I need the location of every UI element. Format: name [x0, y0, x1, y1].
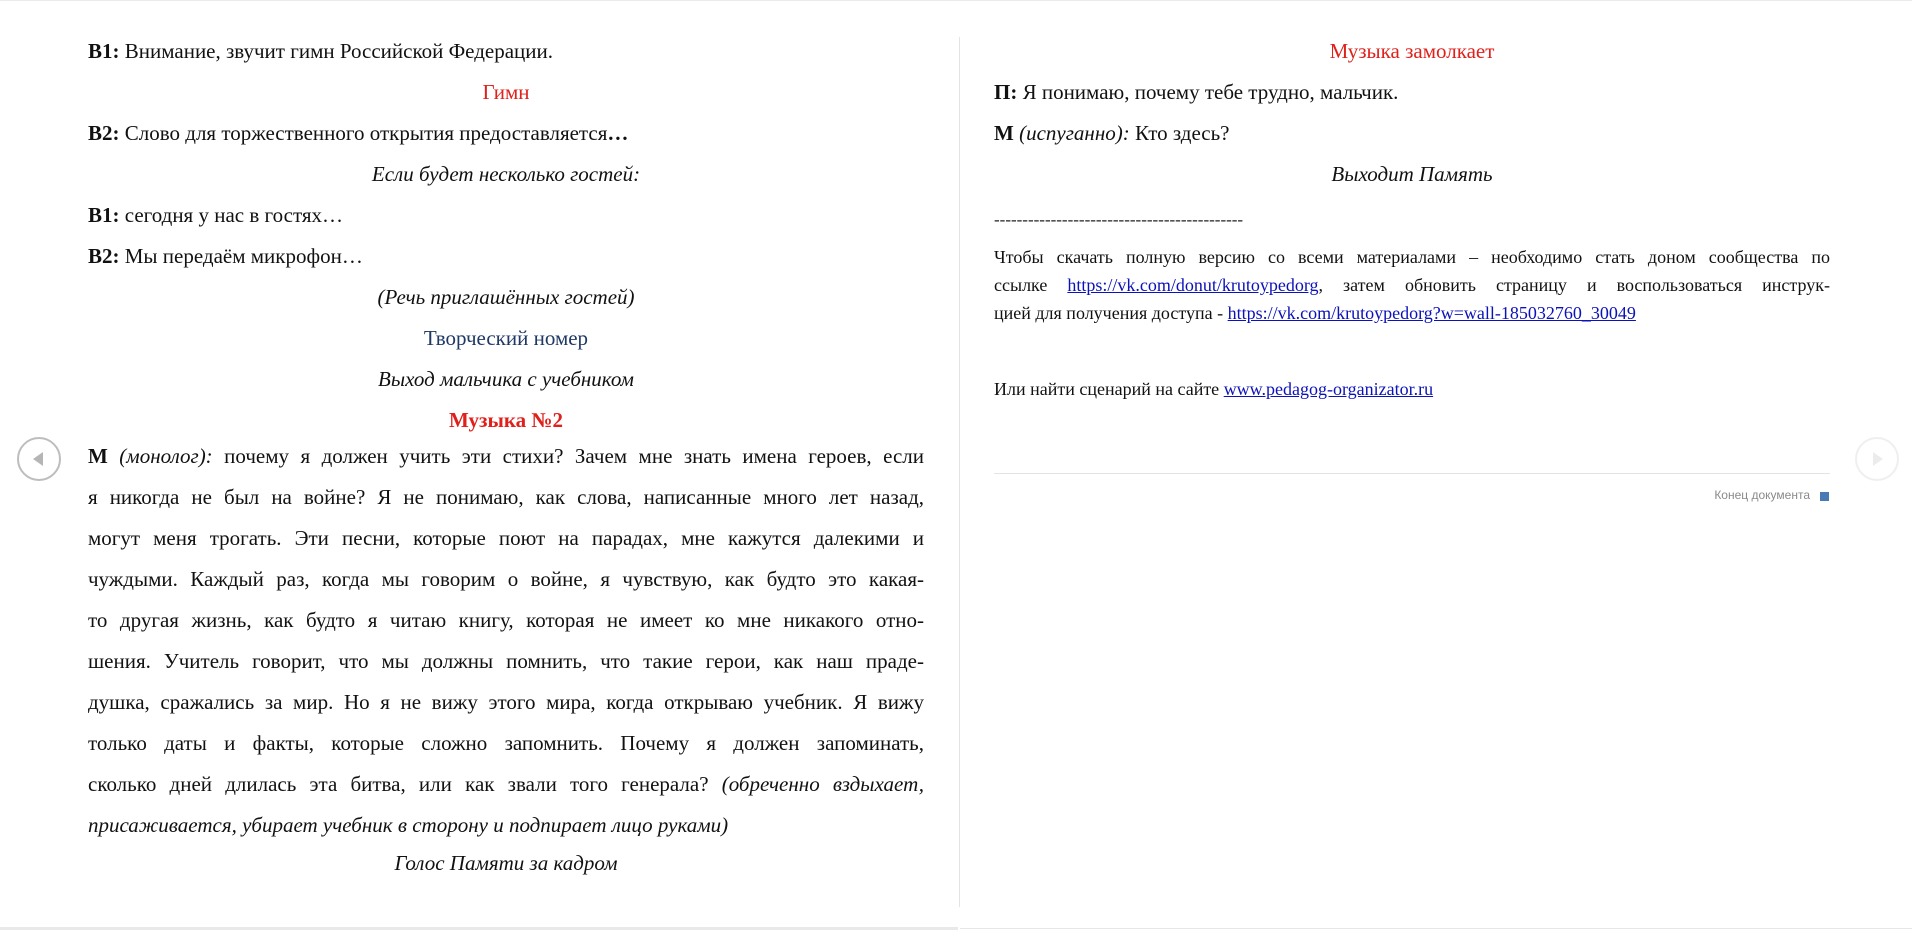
- bottom-rule: [0, 927, 958, 930]
- right-page: [994, 34, 1830, 403]
- stage-direction-inline: присаживается, убирает учебник в сторону и подпирает лицо руками): [88, 813, 729, 837]
- speaker-note: (испуганно):: [1019, 121, 1130, 145]
- next-page-button[interactable]: [1855, 437, 1899, 481]
- info-text: ссылке: [994, 275, 1068, 295]
- stage-direction-speech: (Речь приглашённых гостей): [377, 285, 635, 309]
- stage-direction-inline: (обреченно вздыхает,: [721, 772, 925, 796]
- stage-direction-music-stops: Музыка замолкает: [1329, 39, 1495, 63]
- separator-dashes: --------------------------------------------: [994, 210, 1244, 229]
- stage-direction-anthem: Гимн: [482, 80, 530, 104]
- line-text: Слово для торжественного открытия предоставляется: [119, 121, 608, 145]
- section-heading-creative: Творческий номер: [423, 326, 589, 350]
- line-boy: [994, 116, 1830, 157]
- info-line: Чтобы скачать полную версию со всеми материалами – необходимо стать доном сообщества по: [994, 247, 1830, 267]
- prev-page-button[interactable]: [17, 437, 61, 481]
- speaker-label: М: [994, 121, 1014, 145]
- stage-direction-boy: Выход мальчика с учебником: [378, 367, 634, 391]
- monologue-line: я никогда не был на войне? Я не понимаю, как слова, написанные много лет назад,: [88, 485, 924, 509]
- music-heading: Музыка №2: [448, 408, 563, 432]
- site-text: Или найти сценарий на сайте: [994, 379, 1224, 399]
- line-text: Мы передаём микрофон…: [119, 244, 363, 268]
- end-of-document-rule: [994, 473, 1830, 474]
- page-divider: [959, 37, 960, 907]
- line-text: Внимание, звучит гимн Российской Федерации.: [119, 39, 554, 63]
- line-guests: [88, 198, 924, 239]
- info-text: цией для получения доступа -: [994, 303, 1228, 323]
- stage-direction-memory-voice: Голос Памяти за кадром: [394, 851, 618, 875]
- speaker-label: В2:: [88, 121, 120, 145]
- line-text: сегодня у нас в гостях…: [119, 203, 344, 227]
- speaker-label: М: [88, 444, 108, 468]
- line-text: Я понимаю, почему тебе трудно, мальчик.: [1017, 80, 1399, 104]
- speaker-label: В1:: [88, 39, 120, 63]
- line-text: Кто здесь?: [1129, 121, 1230, 145]
- left-page: [88, 34, 924, 887]
- stage-direction-guests: Если будет несколько гостей:: [371, 162, 641, 186]
- monologue-line: [88, 764, 924, 805]
- arrow-left-icon: [29, 449, 49, 469]
- end-of-document-label: Конец документа: [1714, 488, 1810, 502]
- monologue-line: чуждыми. Каждый раз, когда мы говорим о войне, я чувствую, как будто это какая-: [88, 567, 924, 591]
- speaker-label: П:: [994, 80, 1018, 104]
- monologue-line: душка, сражались за мир. Но я не вижу этого мира, когда открываю учебник. Я вижу: [88, 690, 924, 714]
- download-info: [994, 243, 1830, 327]
- monologue-line: могут меня трогать. Эти песни, которые поют на парадах, мне кажутся далекими и: [88, 526, 924, 550]
- site-link[interactable]: www.pedagog-organizator.ru: [1223, 379, 1434, 399]
- speaker-label: В2:: [88, 244, 120, 268]
- bottom-rule-right: [960, 928, 1912, 929]
- monologue-paragraph: [88, 436, 924, 846]
- info-line: [994, 271, 1830, 299]
- monologue-line: шения. Учитель говорит, что мы должны помнить, что такие герои, как наш праде-: [88, 649, 924, 673]
- donut-link[interactable]: https://vk.com/donut/krutoypedorg: [1067, 275, 1319, 295]
- top-rule: [0, 0, 1912, 1]
- speaker-note: (монолог):: [119, 444, 213, 468]
- wall-post-link[interactable]: https://vk.com/krutoypedorg?w=wall-185032760_30049: [1227, 303, 1636, 323]
- monologue-line: то другая жизнь, как будто я читаю книгу, которая не имеет ко мне никакого отно-: [88, 608, 924, 632]
- line-microphone: [88, 239, 924, 280]
- end-of-document-marker: [1820, 492, 1829, 501]
- monologue-text: сколько дней длилась эта битва, или как звали того генерала?: [88, 772, 709, 796]
- monologue-text: почему я должен учить эти стихи? Зачем мне знать имена героев, если: [224, 444, 925, 468]
- monologue-line: только даты и факты, которые сложно запомнить. Почему я должен запоминать,: [88, 731, 924, 755]
- line-tail: …: [607, 121, 629, 145]
- info-text: , затем обновить страницу и воспользоваться инструк-: [1318, 275, 1831, 295]
- line-opening: [88, 116, 924, 157]
- site-line: [994, 375, 1830, 403]
- arrow-right-icon: [1867, 449, 1887, 469]
- stage-direction-memory-enters: Выходит Память: [1331, 162, 1493, 186]
- line-anthem-announcement: [88, 34, 924, 75]
- info-line: [994, 299, 1830, 327]
- line-memory: [994, 75, 1830, 116]
- speaker-label: В1:: [88, 203, 120, 227]
- monologue-line: [88, 436, 924, 477]
